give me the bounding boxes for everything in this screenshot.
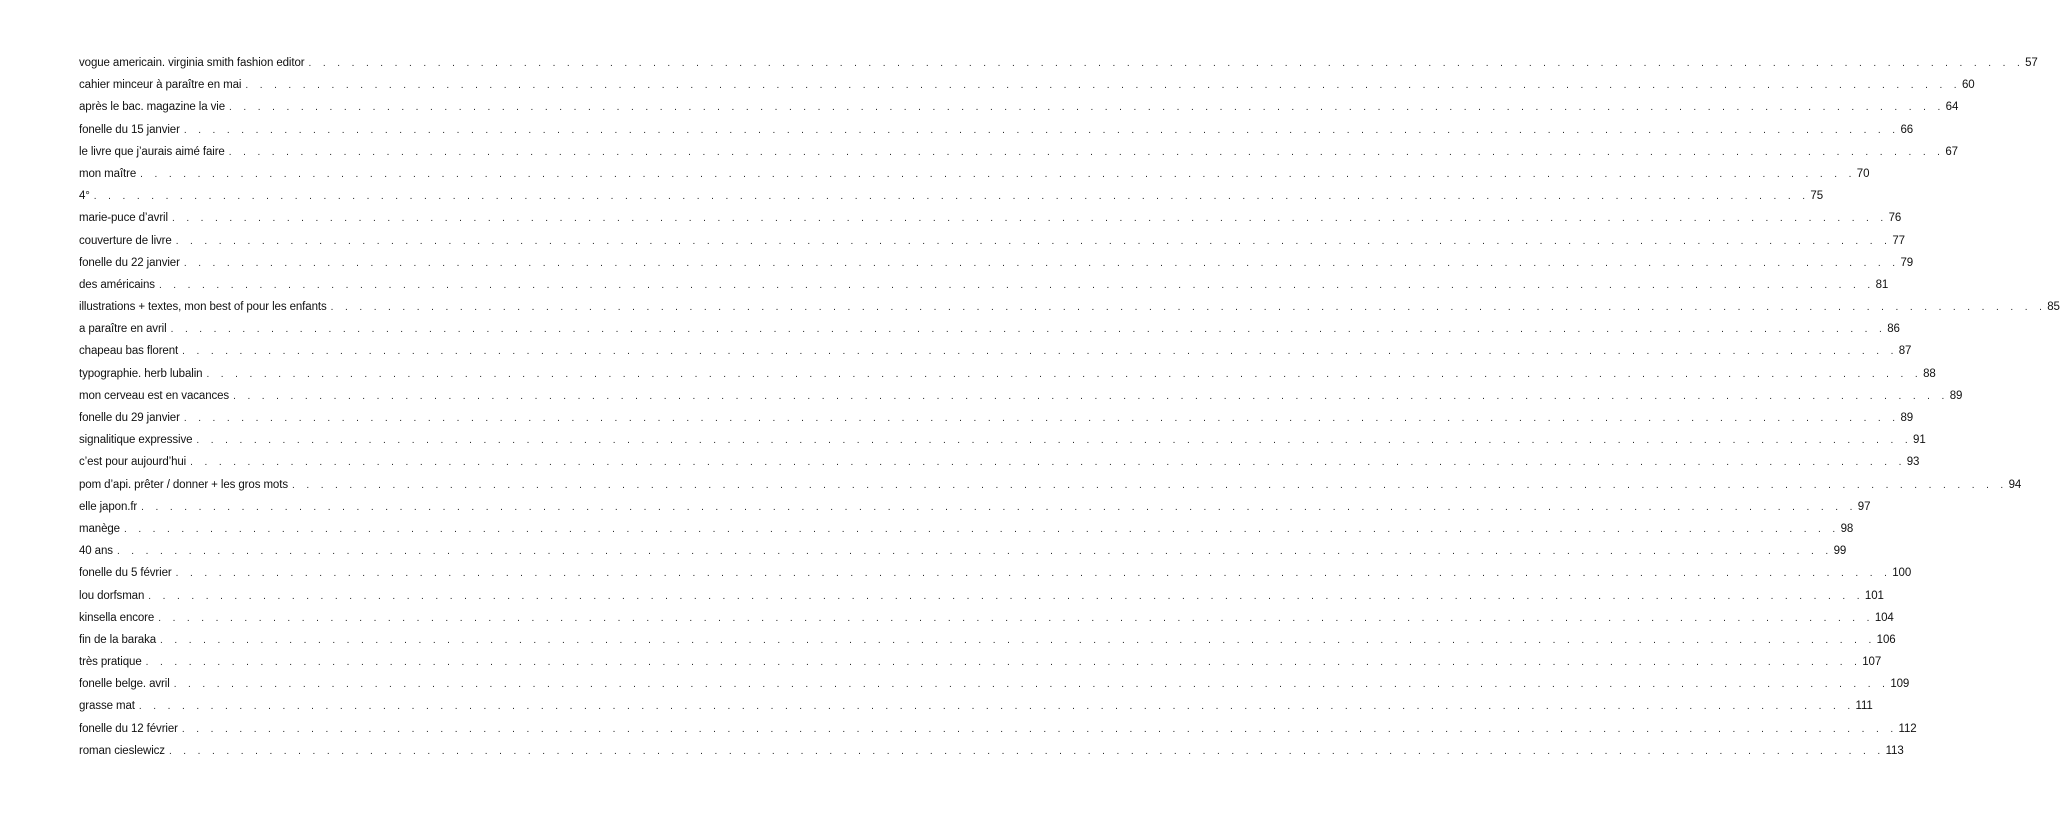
toc-dot-leader: . . . . . . . . . . . . . . . . . . . . . . . . . . . . . . . . . . . . . . . . . . . . . . . . . . . . . . . . . . . . . . . . . . . . . . . . . . . . . . . . . . . . . . . . . . . . . . . . . . . . . . . . . . . . . . . . . . . . . . . . [148, 590, 1864, 602]
toc-entry-title: couverture de livre [79, 234, 172, 247]
toc-entry [79, 119, 1914, 141]
toc-entry-page-number: 97 [1857, 500, 1871, 513]
toc-entry-page-number: 57 [2025, 57, 2038, 69]
toc-dot-leader: . . . . . . . . . . . . . . . . . . . . . . . . . . . . . . . . . . . . . . . . . . . . . . . . . . . . . . . . . . . . . . . . . . . . . . . . . . . . . . . . . . . . . . . . . . . . . . . . . . . . . . . . . . . . . . . . . . . . . . . . [308, 58, 2025, 69]
toc-entry-page-number: 70 [1856, 167, 1870, 180]
toc-entry-page-number: 76 [1888, 212, 1902, 225]
toc-entry [79, 96, 1959, 118]
toc-entry-title: chapeau bas florent [79, 345, 179, 358]
toc-entry-title: marie-puce d’avril [79, 212, 168, 225]
toc-entry [79, 340, 1912, 362]
toc-entry [79, 651, 1882, 673]
toc-entry [79, 363, 1936, 385]
toc-dot-leader: . . . . . . . . . . . . . . . . . . . . . . . . . . . . . . . . . . . . . . . . . . . . . . . . . . . . . . . . . . . . . . . . . . . . . . . . . . . . . . . . . . . . . . . . . . . . . . . . . . . . . . . . . . . . . . . . . . . . . . . . [229, 102, 1945, 114]
toc-entry-page-number: 66 [1900, 123, 1914, 136]
toc-dot-leader: . . . . . . . . . . . . . . . . . . . . . . . . . . . . . . . . . . . . . . . . . . . . . . . . . . . . . . . . . . . . . . . . . . . . . . . . . . . . . . . . . . . . . . . . . . . . . . . . . . . . . . . . . . . . . . . . . . . . . . . . [206, 368, 1923, 380]
toc-entry-title: lou dorfsman [79, 589, 145, 602]
toc-entry-title: elle japon.fr [79, 500, 138, 513]
toc-entry-title: fonelle du 12 février [79, 722, 178, 735]
toc-dot-leader: . . . . . . . . . . . . . . . . . . . . . . . . . . . . . . . . . . . . . . . . . . . . . . . . . . . . . . . . . . . . . . . . . . . . . . . . . . . . . . . . . . . . . . . . . . . . . . . . . . . . . . . . . . . . . . . . . . . . . . . . [158, 279, 1875, 291]
toc-entry-page-number: 111 [1855, 700, 1873, 713]
toc-entry-title: 4° [79, 190, 90, 203]
toc-dot-leader: . . . . . . . . . . . . . . . . . . . . . . . . . . . . . . . . . . . . . . . . . . . . . . . . . . . . . . . . . . . . . . . . . . . . . . . . . . . . . . . . . . . . . . . . . . . . . . . . . . . . . . . . . . . . . . . . . . . . . . . . [140, 168, 1856, 180]
table-of-contents [79, 52, 2060, 762]
toc-entry [79, 385, 1963, 407]
toc-entry [79, 141, 1958, 163]
toc-entry-page-number: 93 [1906, 456, 1920, 469]
toc-entry [79, 540, 1847, 562]
toc-entry-title: signalitique expressive [79, 434, 193, 447]
toc-dot-leader: . . . . . . . . . . . . . . . . . . . . . . . . . . . . . . . . . . . . . . . . . . . . . . . . . . . . . . . . . . . . . . . . . . . . . . . . . . . . . . . . . . . . . . . . . . . . . . . . . . . . . . . . . . . . . . . . . . . . . . . . [183, 413, 1900, 424]
toc-entry-page-number: 109 [1890, 678, 1910, 691]
toc-entry-page-number: 87 [1898, 345, 1912, 358]
toc-entry-page-number: 101 [1864, 589, 1884, 602]
toc-dot-leader: . . . . . . . . . . . . . . . . . . . . . . . . . . . . . . . . . . . . . . . . . . . . . . . . . . . . . . . . . . . . . . . . . . . . . . . . . . . . . . . . . . . . . . . . . . . . . . . . . . . . . . . . . . . . . . . . . . . . . . . . [141, 501, 1857, 513]
toc-dot-leader: . . . . . . . . . . . . . . . . . . . . . . . . . . . . . . . . . . . . . . . . . . . . . . . . . . . . . . . . . . . . . . . . . . . . . . . . . . . . . . . . . . . . . . . . . . . . . . . . . . . . . . . . . . . . . . . . . . . . . . . . [138, 701, 1855, 713]
toc-entry [79, 718, 1917, 740]
toc-dot-leader: . . . . . . . . . . . . . . . . . . . . . . . . . . . . . . . . . . . . . . . . . . . . . . . . . . . . . . . . . . . . . . . . . . . . . . . . . . . . . . . . . . . . . . . . . . . . . . . . . . . . . . . . . . . . . . . . . . . . . . . . [145, 657, 1862, 669]
toc-entry-page-number: 81 [1875, 278, 1889, 291]
toc-entry-page-number: 88 [1923, 367, 1936, 380]
toc-entry [79, 163, 1870, 185]
toc-entry-title: après le bac. magazine la vie [79, 101, 226, 114]
toc-entry-title: illustrations + textes, mon best of pour les enfants [79, 301, 327, 314]
toc-entry-title: le livre que j’aurais aimé faire [79, 145, 225, 158]
toc-dot-leader: . . . . . . . . . . . . . . . . . . . . . . . . . . . . . . . . . . . . . . . . . . . . . . . . . . . . . . . . . . . . . . . . . . . . . . . . . . . . . . . . . . . . . . . . . . . . . . . . . . . . . . . . . . . . . . . . . . . . . . . . [183, 124, 1900, 136]
toc-entry-title: grasse mat [79, 700, 135, 713]
toc-entry-title: vogue americain. virginia smith fashion editor [79, 57, 305, 69]
toc-entry-title: kinsella encore [79, 611, 155, 624]
toc-entry-page-number: 113 [1885, 744, 1904, 757]
toc-entry-page-number: 112 [1898, 722, 1917, 735]
toc-entry-title: typographie. herb lubalin [79, 367, 203, 380]
toc-entry-title: fonelle du 22 janvier [79, 256, 180, 269]
toc-entry [79, 230, 1905, 252]
toc-dot-leader: . . . . . . . . . . . . . . . . . . . . . . . . . . . . . . . . . . . . . . . . . . . . . . . . . . . . . . . . . . . . . . . . . . . . . . . . . . . . . . . . . . . . . . . . . . . . . . . . . . . . . . . . . . . . . . . . . . . . . . . . [173, 679, 1890, 691]
toc-entry [79, 74, 1975, 96]
toc-dot-leader: . . . . . . . . . . . . . . . . . . . . . . . . . . . . . . . . . . . . . . . . . . . . . . . . . . . . . . . . . . . . . . . . . . . . . . . . . . . . . . . . . . . . . . . . . . . . . . . . . . . . . . . . . . . . . . . . . . . . . . . . [168, 745, 1885, 757]
toc-entry [79, 429, 1926, 451]
toc-entry-page-number: 85 [2047, 301, 2060, 314]
toc-dot-leader: . . . . . . . . . . . . . . . . . . . . . . . . . . . . . . . . . . . . . . . . . . . . . . . . . . . . . . . . . . . . . . . . . . . . . . . . . . . . . . . . . . . . . . . . . . . . . . . . . . . . . . . . . . . . . . . . . . . . . . . . [291, 479, 2008, 491]
toc-entry-title: pom d’api. prêter / donner + les gros mots [79, 478, 288, 491]
toc-entry-page-number: 104 [1874, 611, 1894, 624]
toc-dot-leader: . . . . . . . . . . . . . . . . . . . . . . . . . . . . . . . . . . . . . . . . . . . . . . . . . . . . . . . . . . . . . . . . . . . . . . . . . . . . . . . . . . . . . . . . . . . . . . . . . . . . . . . . . . . . . . . . . . . . . . . . [181, 723, 1898, 735]
toc-entry-title: fonelle belge. avril [79, 678, 170, 691]
toc-entry-title: fin de la baraka [79, 633, 157, 646]
toc-entry-page-number: 99 [1833, 545, 1847, 558]
toc-dot-leader: . . . . . . . . . . . . . . . . . . . . . . . . . . . . . . . . . . . . . . . . . . . . . . . . . . . . . . . . . . . . . . . . . . . . . . . . . . . . . . . . . . . . . . . . . . . . . . . . . . . . . . . . . . . . . . . . . . . . . . . . [330, 302, 2047, 314]
toc-dot-leader: . . . . . . . . . . . . . . . . . . . . . . . . . . . . . . . . . . . . . . . . . . . . . . . . . . . . . . . . . . . . . . . . . . . . . . . . . . . . . . . . . . . . . . . . . . . . . . . . . . . . . . . . . . . . . . . . . . . . . . . . [123, 523, 1840, 535]
toc-entry-title: fonelle du 5 février [79, 567, 172, 580]
toc-entry-page-number: 91 [1913, 434, 1926, 447]
toc-entry-title: roman cieslewicz [79, 744, 165, 757]
toc-dot-leader: . . . . . . . . . . . . . . . . . . . . . . . . . . . . . . . . . . . . . . . . . . . . . . . . . . . . . . . . . . . . . . . . . . . . . . . . . . . . . . . . . . . . . . . . . . . . . . . . . . . . . . . . . . . . . . . . . . . . . . . . [93, 191, 1810, 203]
toc-entry-page-number: 98 [1840, 522, 1854, 535]
toc-dot-leader: . . . . . . . . . . . . . . . . . . . . . . . . . . . . . . . . . . . . . . . . . . . . . . . . . . . . . . . . . . . . . . . . . . . . . . . . . . . . . . . . . . . . . . . . . . . . . . . . . . . . . . . . . . . . . . . . . . . . . . . . [233, 390, 1949, 402]
toc-entry [79, 407, 1914, 429]
toc-dot-leader: . . . . . . . . . . . . . . . . . . . . . . . . . . . . . . . . . . . . . . . . . . . . . . . . . . . . . . . . . . . . . . . . . . . . . . . . . . . . . . . . . . . . . . . . . . . . . . . . . . . . . . . . . . . . . . . . . . . . . . . . [116, 546, 1833, 558]
toc-entry-page-number: 86 [1887, 323, 1900, 336]
toc-entry [79, 562, 1912, 584]
toc-entry-title: cahier minceur à paraître en mai [79, 79, 242, 92]
toc-dot-leader: . . . . . . . . . . . . . . . . . . . . . . . . . . . . . . . . . . . . . . . . . . . . . . . . . . . . . . . . . . . . . . . . . . . . . . . . . . . . . . . . . . . . . . . . . . . . . . . . . . . . . . . . . . . . . . . . . . . . . . . . [245, 80, 1961, 92]
toc-entry [79, 607, 1894, 629]
toc-entry-page-number: 67 [1945, 145, 1958, 158]
toc-dot-leader: . . . . . . . . . . . . . . . . . . . . . . . . . . . . . . . . . . . . . . . . . . . . . . . . . . . . . . . . . . . . . . . . . . . . . . . . . . . . . . . . . . . . . . . . . . . . . . . . . . . . . . . . . . . . . . . . . . . . . . . . [183, 257, 1900, 269]
toc-dot-leader: . . . . . . . . . . . . . . . . . . . . . . . . . . . . . . . . . . . . . . . . . . . . . . . . . . . . . . . . . . . . . . . . . . . . . . . . . . . . . . . . . . . . . . . . . . . . . . . . . . . . . . . . . . . . . . . . . . . . . . . . [160, 634, 1876, 646]
toc-entry [79, 274, 1889, 296]
toc-entry [79, 296, 2060, 318]
toc-entry-page-number: 64 [1945, 101, 1959, 114]
toc-entry-page-number: 94 [2008, 478, 2022, 491]
toc-entry-page-number: 60 [1961, 79, 1975, 92]
toc-entry [79, 629, 1896, 651]
toc-entry-title: manège [79, 522, 120, 535]
toc-entry [79, 207, 1902, 229]
toc-entry-title: des américains [79, 278, 155, 291]
toc-entry-title: très pratique [79, 656, 142, 669]
toc-list [79, 52, 2060, 762]
toc-entry [79, 673, 1910, 695]
toc-entry [79, 252, 1914, 274]
toc-entry-page-number: 89 [1900, 412, 1914, 424]
toc-entry [79, 52, 2038, 74]
toc-entry-page-number: 106 [1876, 633, 1896, 646]
toc-entry [79, 474, 2022, 496]
toc-entry-title: mon maître [79, 167, 137, 180]
toc-entry-title: c’est pour aujourd’hui [79, 456, 187, 469]
toc-dot-leader: . . . . . . . . . . . . . . . . . . . . . . . . . . . . . . . . . . . . . . . . . . . . . . . . . . . . . . . . . . . . . . . . . . . . . . . . . . . . . . . . . . . . . . . . . . . . . . . . . . . . . . . . . . . . . . . . . . . . . . . . [190, 457, 1906, 469]
toc-dot-leader: . . . . . . . . . . . . . . . . . . . . . . . . . . . . . . . . . . . . . . . . . . . . . . . . . . . . . . . . . . . . . . . . . . . . . . . . . . . . . . . . . . . . . . . . . . . . . . . . . . . . . . . . . . . . . . . . . . . . . . . . [158, 612, 1874, 624]
toc-entry-title: mon cerveau est en vacances [79, 389, 230, 402]
toc-entry [79, 451, 1920, 473]
toc-entry-title: 40 ans [79, 545, 113, 558]
toc-dot-leader: . . . . . . . . . . . . . . . . . . . . . . . . . . . . . . . . . . . . . . . . . . . . . . . . . . . . . . . . . . . . . . . . . . . . . . . . . . . . . . . . . . . . . . . . . . . . . . . . . . . . . . . . . . . . . . . . . . . . . . . . [228, 146, 1945, 158]
toc-entry [79, 518, 1854, 540]
toc-dot-leader: . . . . . . . . . . . . . . . . . . . . . . . . . . . . . . . . . . . . . . . . . . . . . . . . . . . . . . . . . . . . . . . . . . . . . . . . . . . . . . . . . . . . . . . . . . . . . . . . . . . . . . . . . . . . . . . . . . . . . . . . [175, 235, 1892, 247]
toc-dot-leader: . . . . . . . . . . . . . . . . . . . . . . . . . . . . . . . . . . . . . . . . . . . . . . . . . . . . . . . . . . . . . . . . . . . . . . . . . . . . . . . . . . . . . . . . . . . . . . . . . . . . . . . . . . . . . . . . . . . . . . . . [196, 435, 1913, 447]
toc-entry-page-number: 77 [1892, 234, 1905, 247]
toc-entry [79, 585, 1884, 607]
toc-entry [79, 695, 1873, 717]
toc-entry-page-number: 79 [1900, 256, 1914, 269]
toc-entry-page-number: 100 [1892, 567, 1912, 580]
toc-entry [79, 496, 1871, 518]
toc-entry [79, 185, 1824, 207]
toc-entry-title: fonelle du 29 janvier [79, 412, 180, 424]
toc-entry-page-number: 89 [1949, 389, 1963, 402]
toc-entry-title: fonelle du 15 janvier [79, 123, 180, 136]
toc-dot-leader: . . . . . . . . . . . . . . . . . . . . . . . . . . . . . . . . . . . . . . . . . . . . . . . . . . . . . . . . . . . . . . . . . . . . . . . . . . . . . . . . . . . . . . . . . . . . . . . . . . . . . . . . . . . . . . . . . . . . . . . . [170, 324, 1887, 336]
toc-entry [79, 740, 1904, 762]
toc-entry-page-number: 75 [1810, 190, 1824, 203]
toc-entry [79, 318, 1900, 340]
toc-dot-leader: . . . . . . . . . . . . . . . . . . . . . . . . . . . . . . . . . . . . . . . . . . . . . . . . . . . . . . . . . . . . . . . . . . . . . . . . . . . . . . . . . . . . . . . . . . . . . . . . . . . . . . . . . . . . . . . . . . . . . . . . [175, 568, 1892, 580]
toc-dot-leader: . . . . . . . . . . . . . . . . . . . . . . . . . . . . . . . . . . . . . . . . . . . . . . . . . . . . . . . . . . . . . . . . . . . . . . . . . . . . . . . . . . . . . . . . . . . . . . . . . . . . . . . . . . . . . . . . . . . . . . . . [171, 213, 1888, 225]
toc-entry-page-number: 107 [1862, 656, 1882, 669]
toc-dot-leader: . . . . . . . . . . . . . . . . . . . . . . . . . . . . . . . . . . . . . . . . . . . . . . . . . . . . . . . . . . . . . . . . . . . . . . . . . . . . . . . . . . . . . . . . . . . . . . . . . . . . . . . . . . . . . . . . . . . . . . . . [182, 346, 1898, 358]
toc-entry-title: a paraître en avril [79, 323, 167, 336]
